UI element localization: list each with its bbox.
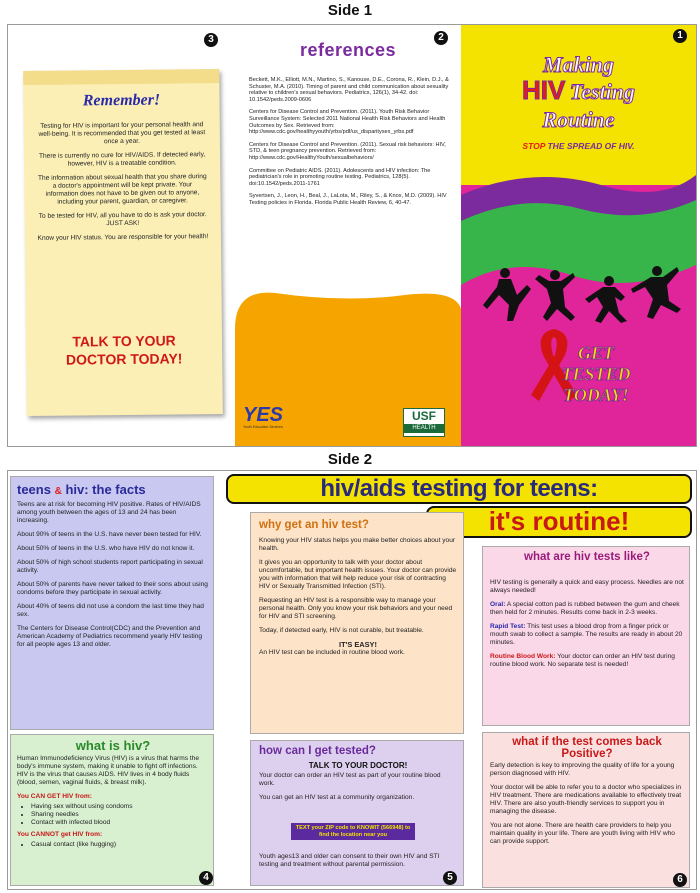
facts-panel (10, 476, 214, 730)
test-item (490, 601, 684, 617)
how-paragraph: You can get an HIV test at a community organization. (259, 794, 415, 801)
remember-body (36, 121, 209, 249)
panel-number-6: 6 (673, 873, 687, 887)
cannot-get-list (31, 841, 209, 849)
cover-title-making: Making (543, 52, 614, 77)
stop-rest-text: THE SPREAD OF HIV. (547, 141, 635, 151)
facts-title (17, 482, 146, 497)
list-item: • Sharing needles (31, 811, 209, 819)
what-is-hiv-paragraph: Human Immunodeficiency Virus (HIV) is a virus that harms the body's immune system, making it unable to fight off infections. HIV is the virus that causes AIDS. HIV lives in 4 body fluids (blood, semen, vaginal fluids, & breast milk). (17, 755, 200, 786)
panel-number-4: 4 (199, 871, 213, 885)
talk-to-doctor-subtitle: TALK TO YOUR DOCTOR! (308, 761, 408, 770)
text-zip-box: TEXT your ZIP code to KNOWIT (566948) to find the location near you (291, 823, 415, 840)
fact-item: Teens are at risk for becoming HIV positive. Rates of HIV/AIDS among youth between the ages of 13 and 24 has been increasing. (17, 501, 201, 524)
fact-item: The Centers for Disease Control(CDC) and the Prevention and American Academy of Pediatrics recommend yearly HIV testing for all people ages 13 and older. (17, 625, 203, 648)
list-item: • Having sex without using condoms (31, 803, 209, 811)
how-to-get-tested-panel (250, 740, 464, 886)
tests-intro: HIV testing is generally a quick and easy process. Needles are not always needed! (490, 579, 684, 594)
fact-item: About 40% of teens did not use a condom the last time they had sex. (17, 603, 204, 618)
positive-paragraph: Early detection is key to improving the quality of life for a young person diagnosed with HIV. (490, 762, 675, 777)
why-last-paragraph: An HIV test can be included in routine blood work. (259, 649, 405, 656)
yes-logo (243, 405, 303, 429)
fact-item: About 90% of teens in the U.S. have never been tested for HIV. (17, 531, 202, 538)
side-2-label: Side 2 (327, 451, 373, 468)
can-get-label: You CAN GET HIV from: (17, 793, 92, 800)
positive-result-body (490, 762, 684, 852)
how-paragraph: Your doctor can order an HIV test as part of your routine blood work. (259, 772, 441, 787)
list-item: • Casual contact (like hugging) (31, 841, 209, 849)
can-get-list (31, 803, 209, 827)
test-item-text: Your doctor can order an HIV test during routine blood work. No separate test is needed! (490, 653, 675, 668)
panel-number-3: 3 (204, 33, 218, 47)
how-to-get-tested-title: how can I get tested? (259, 745, 376, 757)
remember-panel (8, 25, 235, 446)
facts-title-rest: hiv: the facts (65, 482, 146, 497)
why-paragraph: Today, if detected early, HIV is not curable, but treatable. (259, 627, 424, 634)
facts-title-amp: & (54, 486, 62, 497)
fact-item: About 50% of teens in the U.S. who have HIV do not know it. (17, 545, 195, 552)
tests-like-panel (482, 546, 690, 726)
what-is-hiv-panel (10, 734, 214, 886)
remember-paragraph: Testing for HIV is important for your personal health and well-being. It is recommended that you get tested at least once a year. (38, 121, 206, 146)
yes-logo-text: YES (243, 404, 284, 426)
test-item (490, 653, 684, 669)
cta-tested: TESTED (561, 364, 631, 384)
remember-paragraph: To be tested for HIV, all you have to do is ask your doctor. JUST ASK! (38, 211, 207, 228)
references-panel (235, 25, 461, 446)
why-paragraph: Requesting an HIV test is a responsible way to manage your personal health. Only you know your risk behaviors and your need for HIV and STI screening. (259, 597, 453, 620)
cover-title-hiv: HIV (521, 75, 566, 105)
reference-item: Syvertsen, J., Leon, H., Beal, J., LaLota, M., Riley, S., & Knox, M.D. (2009). HIV Testing policies in Florida. Florida Public Health Review, 6, 40-47. (249, 193, 447, 206)
reference-item: Committee on Pediatric AIDS. (2011). Adolescents and HIV infection: The pediatrician's role in promoting routine testing. Pediatrics, 128(5). doi:10.1542/peds.2011-1761 (249, 167, 431, 187)
positive-paragraph: You are not alone. There are health care providers to help you maintain quality in your life. There are youth living with HIV who can provide support. (490, 822, 675, 845)
facts-title-teens: teens (17, 482, 51, 497)
banner-line-1: hiv/aids testing for teens: (320, 475, 598, 502)
stop-spread-tagline (461, 141, 696, 151)
what-is-hiv-title: what is hiv? (75, 738, 151, 753)
talk-to-doctor-cta: TALK TO YOUR DOCTOR TODAY! (65, 332, 183, 368)
facts-body (17, 501, 209, 655)
usf-logo-subtitle: HEALTH (404, 424, 444, 433)
yes-logo-subtitle: Youth Education Services (243, 425, 283, 429)
why-get-tested-title: why get an hiv test? (259, 519, 369, 531)
banner-line-2: it's routine! (488, 506, 630, 536)
cta-get: GET (578, 343, 614, 363)
sticky-note (23, 69, 223, 416)
jumping-teens-silhouettes (477, 265, 682, 325)
why-paragraph: Knowing your HIV status helps you make better choices about your health. (259, 537, 456, 552)
cta-today: TODAY! (563, 385, 629, 405)
remember-paragraph: Know your HIV status. You are responsible for your health! (37, 233, 209, 242)
positive-result-title: what if the test comes back Positive? (512, 736, 662, 760)
test-item-text: A special cotton pad is rubbed between the gum and cheek then held for 2 minutes. Results come back in 2-3 weeks. (490, 601, 680, 616)
why-get-tested-panel (250, 512, 464, 734)
test-item-label: Rapid Test: (490, 623, 526, 630)
test-item (490, 623, 684, 647)
reference-item: Beckett, M.K., Elliott, M.N., Martino, S., Kanouse, D.E., Corona, R., Klein, D.J., & Schuster, M.A. (2010). Timing of parent and child communication about sexuality relative to children's sexual behaviors. Pediatrics, 126(1), 34-42. doi: 10.1542/peds.2009-0606 (249, 77, 449, 103)
remember-title: Remember! (82, 91, 161, 110)
fact-item: About 50% of parents have never talked to their sons about using condoms before they participate in sexual activity. (17, 581, 208, 596)
how-last-paragraph: Youth ages13 and older can consent to their own HIV and STI testing and treatment without parental permission. (259, 853, 440, 868)
panel-number-2: 2 (434, 31, 448, 45)
reference-item: Centers for Disease Control and Prevention. (2011). Sexual risk behaviors: HIV, STD, & teen pregnancy prevention. Retrieved from: http://www.cdc.gov/HealthyYouth/sexualbehaviors/ (249, 141, 446, 161)
test-item-label: Oral: (490, 601, 506, 608)
references-title: references (299, 40, 397, 60)
what-is-hiv-body (17, 755, 209, 853)
positive-result-panel (482, 732, 690, 888)
cannot-get-label: You CANNOT get HIV from: (17, 831, 103, 838)
side-1-label: Side 1 (327, 2, 373, 19)
usf-logo-text: USF (412, 409, 436, 423)
reference-item: Centers for Disease Control and Prevention. (2011). Youth Risk Behavior Surveillance System: Selected 2011 National Health Risk Behaviors and Health Outcomes by Sex. Retrieved from: http://www.cdc.gov/healthyyouth/yrbs/pdf/us_disparitysex_yrbs.pdf (249, 109, 446, 136)
why-get-tested-body (259, 537, 457, 663)
remember-paragraph: The information about sexual health that you share during a doctor's appointment will be kept private. Your information does not have to be given out to anyone, including your parent, guardian, or caregiver. (37, 173, 207, 206)
its-easy-label: IT'S EASY! (339, 640, 377, 649)
test-item-label: Routine Blood Work: (490, 653, 556, 660)
get-tested-cta (521, 343, 671, 406)
cover-panel (461, 25, 696, 446)
positive-paragraph: Your doctor will be able to refer you to a doctor who specializes in HIV treatment. There are medications available to effectively treat HIV. There are also youth-friendly services to support you in managing the disease. (490, 784, 682, 815)
panel-number-1: 1 (673, 29, 687, 43)
list-item: • Contact with infected blood (31, 819, 209, 827)
references-list (249, 77, 449, 213)
remember-paragraph: There is currently no cure for HIV/AIDS. If detected early, however, HIV is a treatable condition. (38, 151, 206, 168)
cover-title-routine: Routine (542, 107, 615, 132)
tests-like-body (490, 579, 684, 675)
usf-health-logo (403, 408, 445, 437)
why-paragraph: It gives you an opportunity to talk with your doctor about uncomfortable, but important health issues. Your doctor can provide you with information that will help reduce your risk of contracting HIV or Sexually Transmitted Infection (STI). (259, 559, 457, 590)
tests-like-title: what are hiv tests like? (524, 551, 650, 563)
fact-item: About 50% of high school students report participating in sexual activity. (17, 559, 203, 574)
how-body (259, 772, 457, 808)
cover-title (461, 53, 696, 132)
cover-title-testing: Testing (569, 79, 635, 104)
stop-word: STOP (522, 141, 546, 151)
panel-number-5: 5 (443, 871, 457, 885)
test-item-text: This test uses a blood drop from a finger prick or mouth swab to collect a sample. The results are ready in about 20 minutes. (490, 623, 683, 646)
